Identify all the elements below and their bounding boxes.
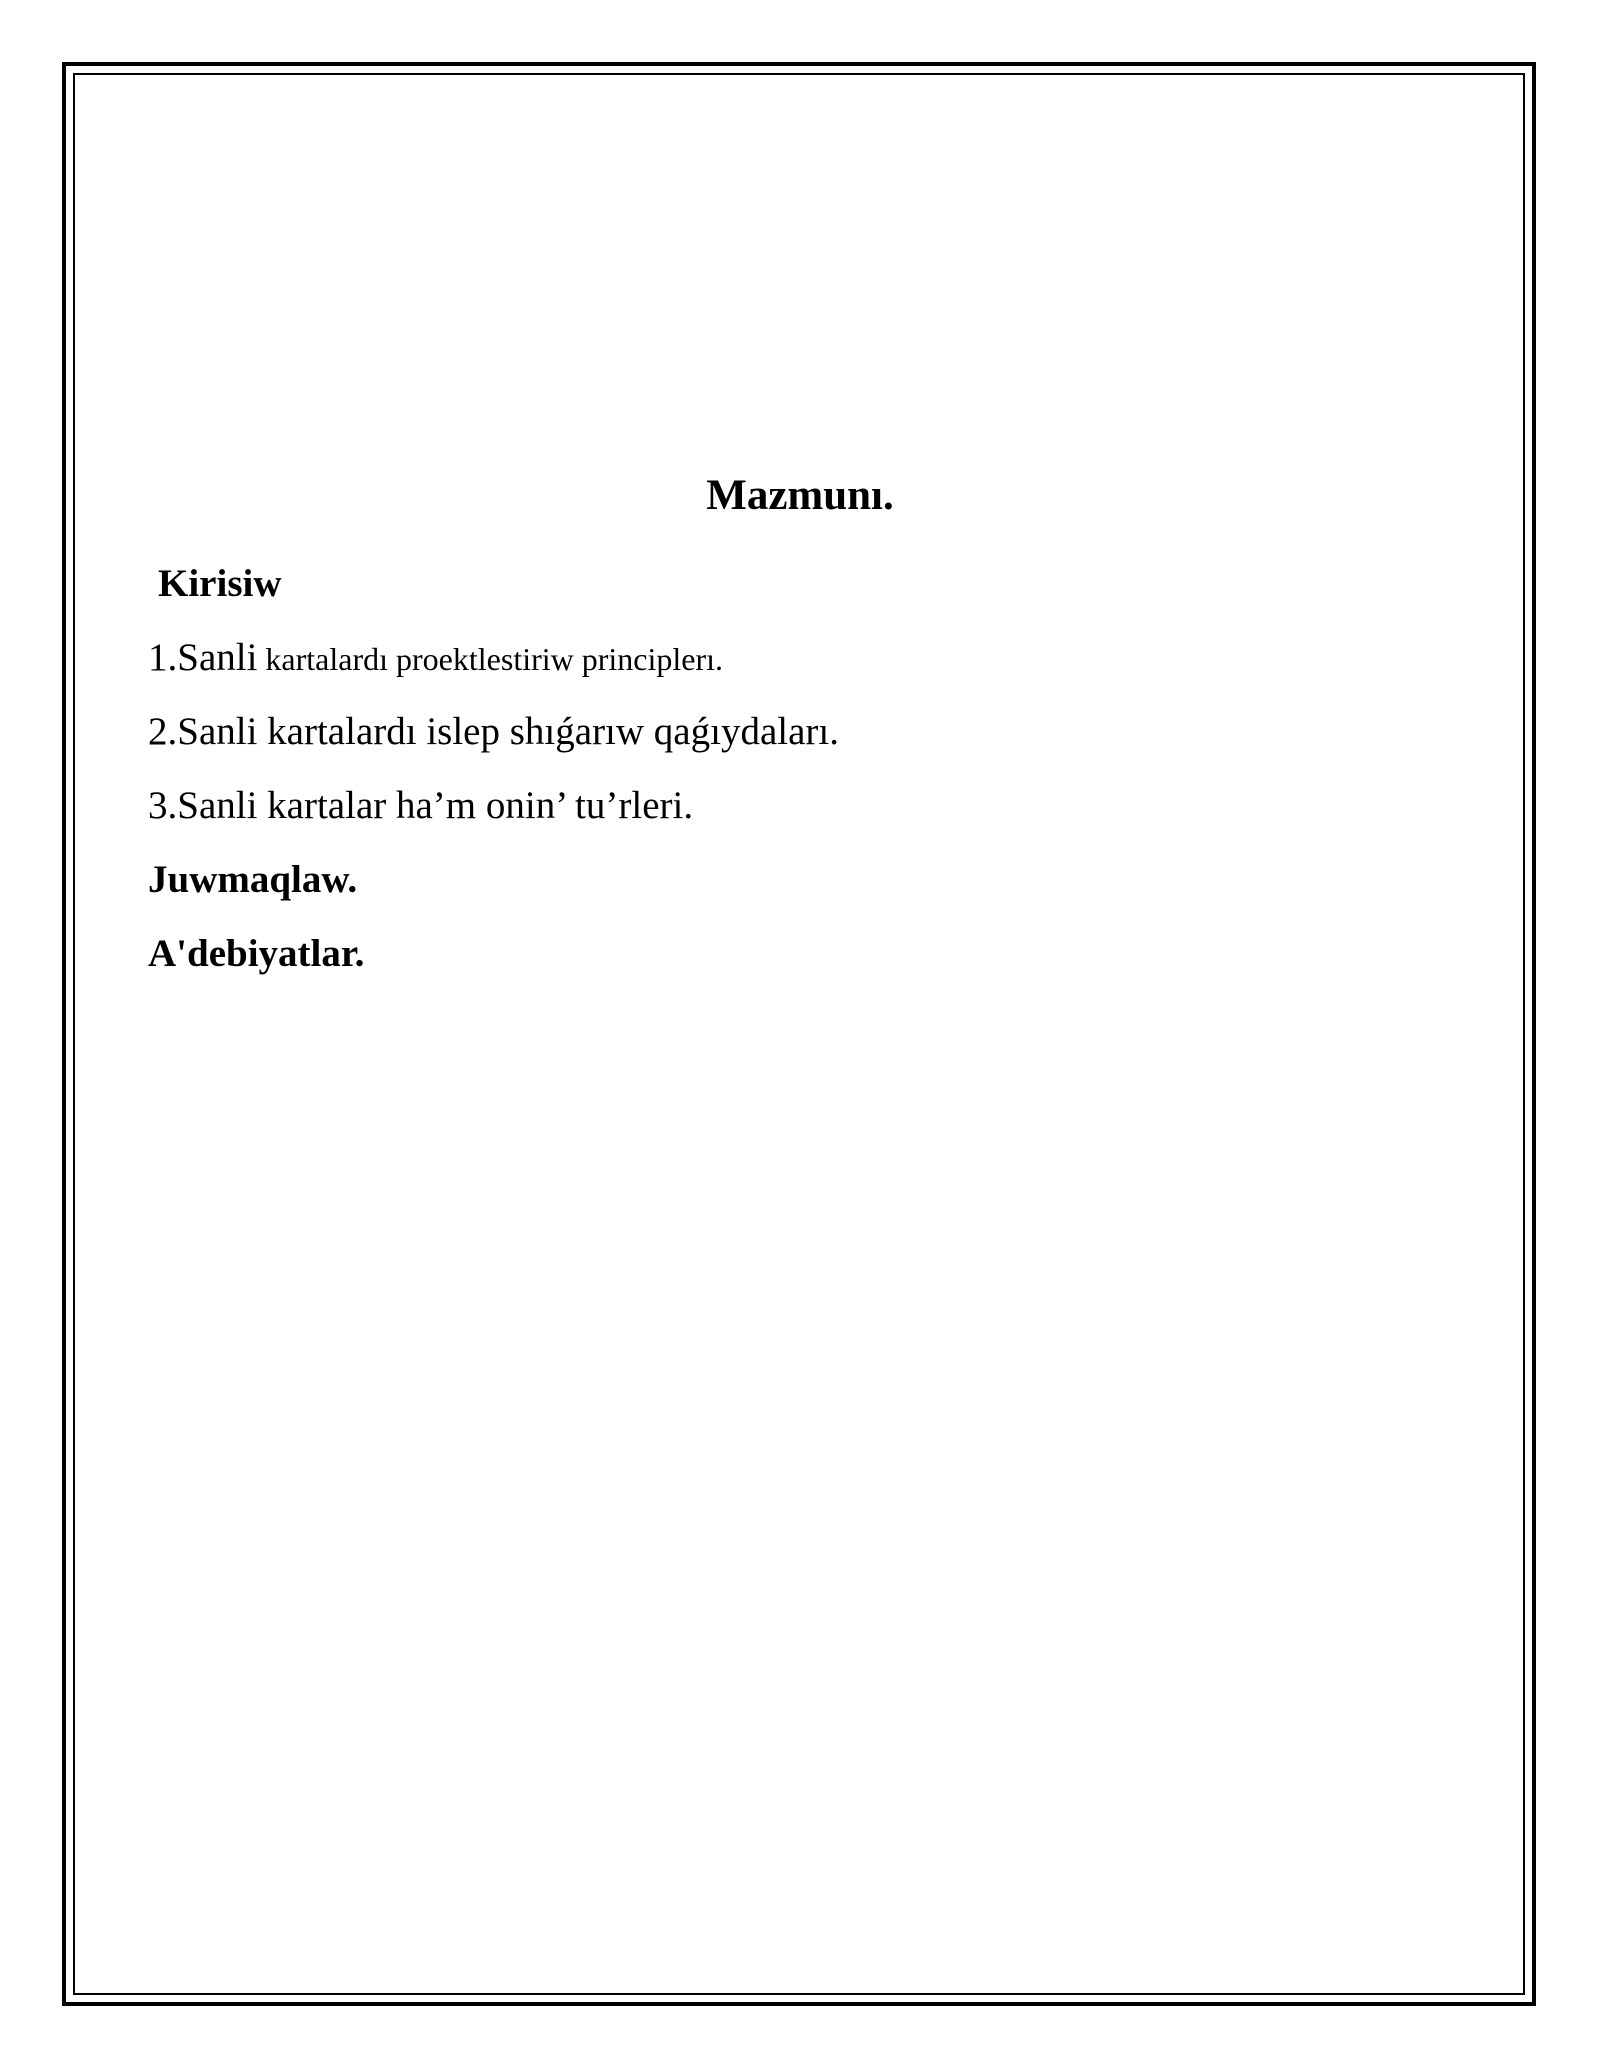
contents-title: Mazmunı.: [706, 472, 894, 519]
toc-entry-introduction: Kirisiw: [158, 562, 282, 605]
toc-entry-3: 3.Sanli kartalar ha’m onin’ tu’rleri.: [148, 784, 694, 827]
toc-entry-1-text: kartalardı proektlestiriw principlerı.: [257, 641, 724, 677]
toc-entry-1-prefix: 1.Sanli: [148, 636, 258, 679]
toc-entry-2: 2.Sanli kartalardı islep shıǵarıw qaǵıydaları.: [148, 710, 839, 753]
toc-entry-1: [148, 634, 723, 683]
toc-entry-references: A'debiyatlar.: [148, 932, 365, 975]
toc-entry-conclusion: Juwmaqlaw.: [148, 858, 358, 901]
page-border-inner: [73, 73, 1525, 1995]
